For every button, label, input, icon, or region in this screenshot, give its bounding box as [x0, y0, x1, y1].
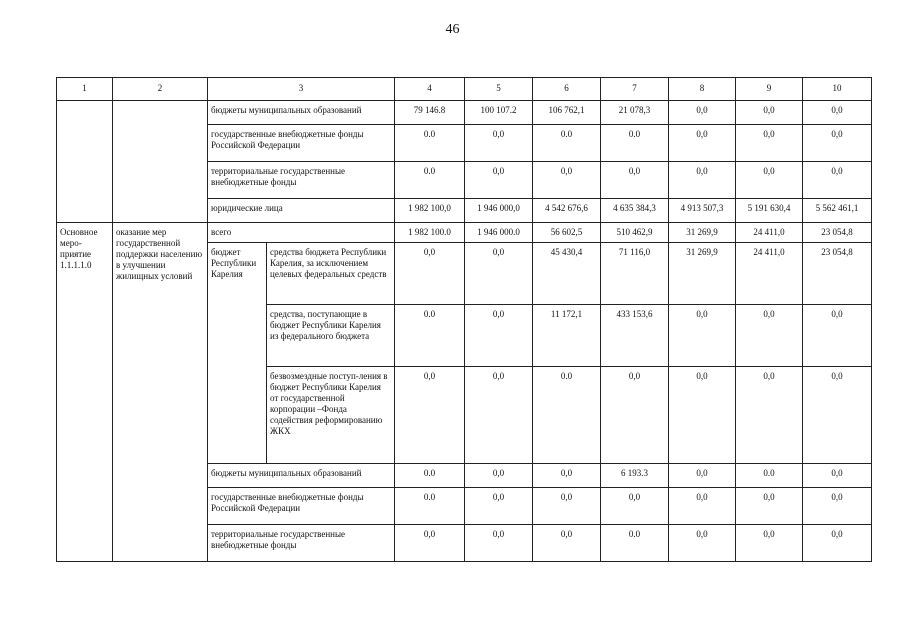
- header-cell: 8: [669, 78, 736, 101]
- row-label: бюджеты муниципальных образований: [208, 101, 395, 125]
- value-cell: 56 602,5: [533, 223, 601, 243]
- value-cell: 0,0: [601, 162, 669, 199]
- value-cell: 0,0: [803, 367, 872, 464]
- value-cell: 0,0: [669, 125, 736, 162]
- value-cell: 433 153,6: [601, 305, 669, 367]
- value-cell: 1 946 000,0: [465, 199, 533, 223]
- header-cell: 4: [395, 78, 465, 101]
- value-cell: 0,0: [465, 488, 533, 525]
- value-cell: 1 982 100.0: [395, 223, 465, 243]
- header-cell: 2: [113, 78, 208, 101]
- row-label: средства, поступающие в бюджет Республики Карелия из федерального бюджета: [267, 305, 395, 367]
- value-cell: 0.0: [395, 464, 465, 488]
- value-cell: 4 913 507,3: [669, 199, 736, 223]
- value-cell: 0,0: [465, 243, 533, 305]
- row-label: безвозмездные поступ-ления в бюджет Республики Карелия от государственной корпорации –Фонда содействия реформированию ЖКХ: [267, 367, 395, 464]
- value-cell: 0,0: [803, 488, 872, 525]
- value-cell: 0,0: [465, 125, 533, 162]
- republic-budget-label: бюджет Республики Карелия: [208, 243, 267, 464]
- value-cell: 0,0: [803, 162, 872, 199]
- row-label: бюджеты муниципальных образований: [208, 464, 395, 488]
- value-cell: 45 430,4: [533, 243, 601, 305]
- event-description: оказание мер государственной поддержки населению в улучшении жилищных условий: [113, 223, 208, 562]
- value-cell: 0,0: [601, 367, 669, 464]
- value-cell: 0,0: [669, 367, 736, 464]
- value-cell: 0,0: [736, 101, 803, 125]
- value-cell: 0.0: [395, 305, 465, 367]
- row-label: юридические лица: [208, 199, 395, 223]
- row-label: территориальные государственные внебюджетные фонды: [208, 162, 395, 199]
- value-cell: 0.0: [533, 125, 601, 162]
- value-cell: 0.0: [395, 162, 465, 199]
- value-cell: 0,0: [803, 305, 872, 367]
- value-cell: 0,0: [669, 464, 736, 488]
- value-cell: 0,0: [803, 464, 872, 488]
- header-cell: 10: [803, 78, 872, 101]
- value-cell: 24 411,0: [736, 243, 803, 305]
- value-cell: 5 562 461,1: [803, 199, 872, 223]
- row-label: всего: [208, 223, 395, 243]
- value-cell: 0,0: [736, 367, 803, 464]
- value-cell: 0.0: [601, 525, 669, 562]
- value-cell: 0,0: [736, 525, 803, 562]
- value-cell: 4 635 384,3: [601, 199, 669, 223]
- value-cell: 0,0: [395, 367, 465, 464]
- value-cell: 6 193.3: [601, 464, 669, 488]
- value-cell: 31 269,9: [669, 243, 736, 305]
- value-cell: 11 172,1: [533, 305, 601, 367]
- header-cell: 9: [736, 78, 803, 101]
- value-cell: 0,0: [803, 101, 872, 125]
- value-cell: 0,0: [533, 464, 601, 488]
- value-cell: 0,0: [465, 162, 533, 199]
- value-cell: 0.0: [395, 125, 465, 162]
- value-cell: 24 411,0: [736, 223, 803, 243]
- value-cell: 0.0: [736, 464, 803, 488]
- value-cell: 0,0: [669, 101, 736, 125]
- value-cell: 21 078,3: [601, 101, 669, 125]
- value-cell: 0.0: [395, 488, 465, 525]
- value-cell: 1 946 000.0: [465, 223, 533, 243]
- value-cell: 0,0: [395, 525, 465, 562]
- value-cell: 0,0: [736, 125, 803, 162]
- value-cell: 5 191 630,4: [736, 199, 803, 223]
- value-cell: 0,0: [601, 488, 669, 525]
- table-row: [57, 223, 872, 243]
- table-header-row: [57, 78, 872, 101]
- header-cell: 1: [57, 78, 113, 101]
- value-cell: 0.0: [533, 367, 601, 464]
- empty-cell: [113, 101, 208, 223]
- value-cell: 0,0: [736, 305, 803, 367]
- header-cell: 3: [208, 78, 395, 101]
- value-cell: 4 542 676,6: [533, 199, 601, 223]
- value-cell: 79 146.8: [395, 101, 465, 125]
- value-cell: 0,0: [669, 488, 736, 525]
- budget-table: [56, 77, 872, 562]
- value-cell: 0,0: [465, 367, 533, 464]
- value-cell: 0,0: [669, 525, 736, 562]
- value-cell: 0,0: [803, 125, 872, 162]
- row-label: государственные внебюджетные фонды Российской Федерации: [208, 488, 395, 525]
- header-cell: 7: [601, 78, 669, 101]
- value-cell: 0,0: [803, 525, 872, 562]
- value-cell: 0,0: [669, 305, 736, 367]
- row-label: средства бюджета Республики Карелия, за исключением целевых федеральных средств: [267, 243, 395, 305]
- value-cell: 23 054,8: [803, 243, 872, 305]
- value-cell: 0.0: [601, 125, 669, 162]
- header-cell: 5: [465, 78, 533, 101]
- event-code: Основное меро-приятие 1.1.1.1.0: [57, 223, 113, 562]
- header-cell: 6: [533, 78, 601, 101]
- value-cell: 31 269,9: [669, 223, 736, 243]
- value-cell: 510 462,9: [601, 223, 669, 243]
- value-cell: 100 107.2: [465, 101, 533, 125]
- empty-cell: [57, 101, 113, 223]
- value-cell: 0,0: [669, 162, 736, 199]
- value-cell: 0,0: [533, 488, 601, 525]
- value-cell: 0,0: [736, 162, 803, 199]
- value-cell: 0,0: [533, 162, 601, 199]
- value-cell: 0,0: [395, 243, 465, 305]
- value-cell: 0,0: [736, 488, 803, 525]
- value-cell: 0,0: [533, 525, 601, 562]
- value-cell: 23 054,8: [803, 223, 872, 243]
- value-cell: 106 762,1: [533, 101, 601, 125]
- value-cell: 71 116,0: [601, 243, 669, 305]
- table-row: [57, 101, 872, 125]
- value-cell: 1 982 100,0: [395, 199, 465, 223]
- value-cell: 0,0: [465, 464, 533, 488]
- row-label: государственные внебюджетные фонды Российской Федерации: [208, 125, 395, 162]
- value-cell: 0,0: [465, 525, 533, 562]
- page-number: 46: [445, 22, 460, 37]
- value-cell: 0,0: [465, 305, 533, 367]
- row-label: территориальные государственные внебюджетные фонды: [208, 525, 395, 562]
